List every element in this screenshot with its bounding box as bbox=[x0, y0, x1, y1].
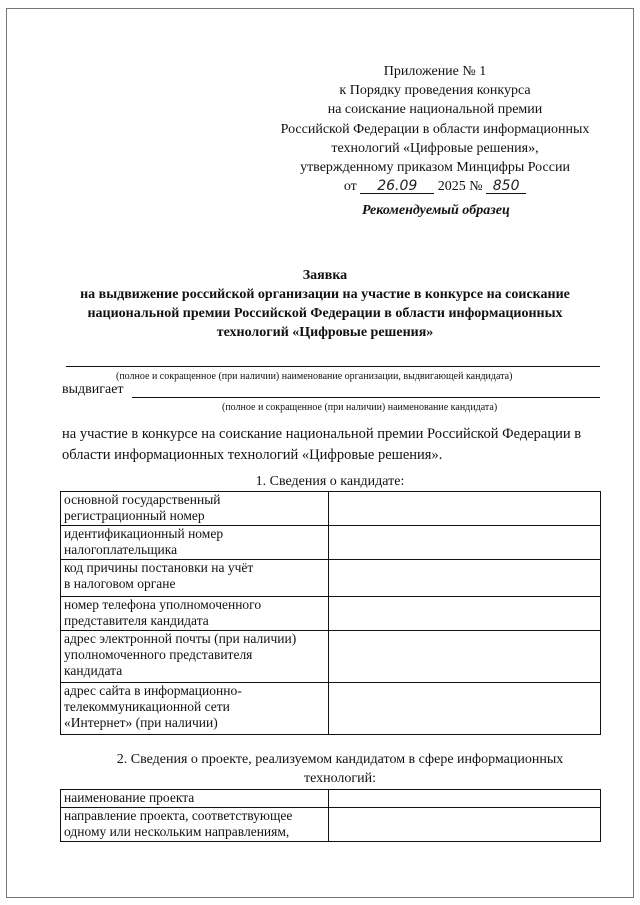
title-line: на выдвижение российской организации на участие в конкурсе на соискание bbox=[80, 287, 570, 302]
appendix-line: технологий «Цифровые решения», bbox=[331, 140, 539, 156]
candidate-name-caption: (полное и сокращенное (при наличии) наименование кандидата) bbox=[222, 402, 498, 413]
table-row bbox=[61, 631, 601, 683]
section1-title: 1. Сведения о кандидате: bbox=[255, 474, 405, 489]
table-row bbox=[61, 790, 601, 808]
field-value-cell[interactable] bbox=[329, 560, 601, 597]
table-row bbox=[61, 808, 601, 842]
intro-line: области информационных технологий «Цифровые решения». bbox=[62, 447, 443, 463]
field-value-cell[interactable] bbox=[329, 492, 601, 526]
table-row bbox=[61, 597, 601, 631]
sample-label: Рекомендуемый образец bbox=[362, 203, 510, 218]
intro-line: на участие в конкурсе на соискание национальной премии Российской Федерации в bbox=[62, 426, 582, 442]
table-row bbox=[61, 526, 601, 560]
handwritten-date: 26.09 bbox=[360, 179, 434, 194]
order-date-line bbox=[255, 177, 615, 196]
appendix-line: Приложение № 1 bbox=[383, 64, 487, 79]
appendix-header bbox=[255, 62, 615, 196]
appendix-line: утвержденному приказом Минцифры России bbox=[300, 160, 570, 176]
title-heading: Заявка bbox=[302, 268, 348, 283]
org-name-caption: (полное и сокращенное (при наличии) наименование организации, выдвигающей кандидата) bbox=[116, 371, 513, 382]
field-value-cell[interactable] bbox=[329, 526, 601, 560]
appendix-line: к Порядку проведения конкурса bbox=[339, 83, 531, 99]
field-value-cell[interactable] bbox=[329, 683, 601, 735]
number-sign: № bbox=[469, 179, 483, 195]
field-label: наименование проекта bbox=[61, 790, 329, 808]
field-value-cell[interactable] bbox=[329, 597, 601, 631]
field-label: основной государственный регистрационный номер bbox=[61, 492, 329, 526]
field-value-cell[interactable] bbox=[329, 808, 601, 842]
title-line: технологий «Цифровые решения» bbox=[216, 325, 434, 340]
field-value-cell[interactable] bbox=[329, 790, 601, 808]
appendix-line: Российской Федерации в области информационных bbox=[280, 121, 590, 137]
project-info-table bbox=[60, 789, 601, 842]
date-prefix: от bbox=[343, 179, 357, 195]
table-row bbox=[61, 492, 601, 526]
section2-title: 2. Сведения о проекте, реализуемом кандидатом в сфере информационных технологий: bbox=[116, 752, 564, 786]
appendix-line: на соискание национальной премии bbox=[327, 102, 543, 118]
field-label: адрес электронной почты (при наличии) уполномоченного представителя кандидата bbox=[61, 631, 329, 683]
document-title bbox=[60, 266, 590, 342]
table-row bbox=[61, 560, 601, 597]
table-row bbox=[61, 683, 601, 735]
field-label: номер телефона уполномоченного представителя кандидата bbox=[61, 597, 329, 631]
field-label: идентификационный номер налогоплательщика bbox=[61, 526, 329, 560]
handwritten-number: 850 bbox=[486, 179, 526, 194]
field-label: адрес сайта в информационно- телекоммуникационной сети «Интернет» (при наличии) bbox=[61, 683, 329, 735]
field-label: код причины постановки на учёт в налоговом органе bbox=[61, 560, 329, 597]
title-line: национальной премии Российской Федерации в области информационных bbox=[87, 306, 563, 321]
intro-paragraph bbox=[62, 424, 622, 466]
field-value-cell[interactable] bbox=[329, 631, 601, 683]
candidate-info-table bbox=[60, 491, 601, 735]
candidate-name-field[interactable] bbox=[132, 397, 600, 398]
field-label: направление проекта, соответствующее одному или нескольким направлениям, bbox=[61, 808, 329, 842]
org-name-field[interactable] bbox=[66, 366, 600, 367]
order-year: 2025 bbox=[437, 179, 466, 195]
nominates-label: выдвигает bbox=[62, 382, 124, 397]
